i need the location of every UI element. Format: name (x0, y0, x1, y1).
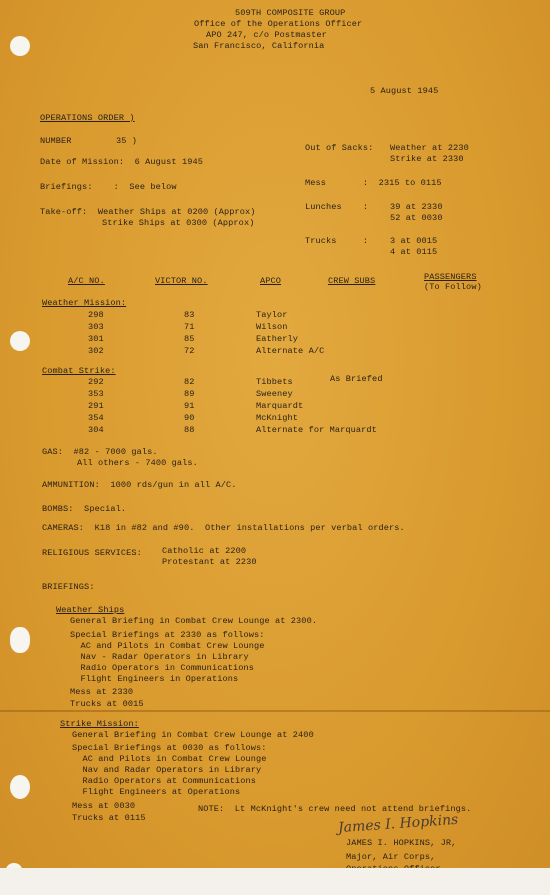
table-cell: 89 (184, 389, 195, 399)
table-cell: 85 (184, 334, 195, 344)
order-number-value: 35 ) (116, 136, 138, 146)
out-of-sacks-1: Weather at 2230 (390, 143, 469, 153)
table-cell: 90 (184, 413, 195, 423)
religious-1: Catholic at 2200 (162, 546, 247, 556)
cameras: CAMERAS: K18 in #82 and #90. Other installations per verbal orders. (42, 523, 405, 533)
handwritten-signature: James I. Hopkins (337, 811, 459, 837)
lunches-label: Lunches : (305, 202, 369, 212)
weather-line: Special Briefings at 2330 as follows: (70, 630, 265, 640)
strike-mission-title: Strike Mission: (60, 719, 139, 729)
table-cell: Tibbets (256, 377, 293, 387)
mess-line: Mess : 2315 to 0115 (305, 178, 442, 188)
order-number-label: NUMBER (40, 136, 72, 146)
header-line2: Office of the Operations Officer (194, 19, 363, 29)
trucks-2: 4 at 0115 (390, 247, 438, 257)
col-header-ac: A/C NO. (68, 276, 105, 286)
table-cell: 88 (184, 425, 195, 435)
lunches-1: 39 at 2330 (390, 202, 443, 212)
ammunition: AMMUNITION: 1000 rds/gun in all A/C. (42, 480, 237, 490)
strike-line: General Briefing in Combat Crew Lounge at 2400 (72, 730, 314, 740)
ops-order: OPERATIONS ORDER ) (40, 113, 135, 123)
takeoff-1: Take-off: Weather Ships at 0200 (Approx) (40, 207, 256, 217)
table-cell: 298 (88, 310, 104, 320)
table-cell: 71 (184, 322, 195, 332)
header-line4: San Francisco, California (193, 41, 325, 51)
trucks-label: Trucks : (305, 236, 369, 246)
table-cell: McKnight (256, 413, 299, 423)
header-line1: 509TH COMPOSITE GROUP (235, 8, 346, 18)
table-cell: Wilson (256, 322, 288, 332)
punch-hole (10, 775, 30, 799)
takeoff-2: Strike Ships at 0300 (Approx) (102, 218, 255, 228)
table-cell: 301 (88, 334, 104, 344)
col-header-passengers: PASSENGERS (424, 272, 477, 282)
strike-line: Flight Engineers at Operations (72, 787, 241, 797)
lunches-2: 52 at 0030 (390, 213, 443, 223)
table-cell: Taylor (256, 310, 288, 320)
bombs: BOMBS: Special. (42, 504, 127, 514)
weather-line: Radio Operators in Communications (70, 663, 254, 673)
strike-line: Trucks at 0115 (72, 813, 146, 823)
weather-mission-title: Weather Mission: (42, 298, 127, 308)
table-cell: 353 (88, 389, 104, 399)
out-of-sacks-label: Out of Sacks: (305, 143, 374, 153)
briefings-title: BRIEFINGS: (42, 582, 95, 592)
strike-line: Mess at 0030 (72, 801, 136, 811)
scan-margin (0, 868, 550, 895)
col-header-crew-subs: CREW SUBS (328, 276, 376, 286)
table-cell: 72 (184, 346, 195, 356)
table-cell: 291 (88, 401, 104, 411)
strike-note: NOTE: Lt McKnight's crew need not attend briefings. (198, 804, 472, 814)
weather-ships-title: Weather Ships (56, 605, 125, 615)
table-cell: 91 (184, 401, 195, 411)
weather-line: AC and Pilots in Combat Crew Lounge (70, 641, 265, 651)
weather-line: Mess at 2330 (70, 687, 134, 697)
passengers-note: (To Follow) (424, 282, 482, 292)
table-cell: Sweeney (256, 389, 293, 399)
table-cell: Eatherly (256, 334, 299, 344)
table-cell: 304 (88, 425, 104, 435)
fold-line (0, 710, 550, 712)
table-cell: 303 (88, 322, 104, 332)
gas-2: All others - 7400 gals. (77, 458, 198, 468)
table-cell: 83 (184, 310, 195, 320)
trucks-1: 3 at 0015 (390, 236, 438, 246)
table-cell: 354 (88, 413, 104, 423)
table-cell: Alternate for Marquardt (256, 425, 377, 435)
out-of-sacks-2: Strike at 2330 (390, 154, 464, 164)
table-cell: 302 (88, 346, 104, 356)
weather-line: Trucks at 0015 (70, 699, 144, 709)
gas-1: GAS: #82 - 7000 gals. (42, 447, 158, 457)
strike-line: Special Briefings at 0030 as follows: (72, 743, 267, 753)
religious-2: Protestant at 2230 (162, 557, 257, 567)
punch-hole (10, 627, 30, 653)
col-header-apco: APCO (260, 276, 282, 286)
weather-line: Nav - Radar Operators in Library (70, 652, 249, 662)
strike-line: AC and Pilots in Combat Crew Lounge (72, 754, 267, 764)
table-cell: Marquardt (256, 401, 304, 411)
signatory-name: JAMES I. HOPKINS, JR, (346, 838, 457, 848)
strike-line: Nav and Radar Operators in Library (72, 765, 262, 775)
as-briefed: As Briefed (330, 374, 383, 384)
table-cell: 82 (184, 377, 195, 387)
religious-label: RELIGIOUS SERVICES: (42, 548, 142, 558)
weather-line: Flight Engineers in Operations (70, 674, 239, 684)
date-of-mission: Date of Mission: 6 August 1945 (40, 157, 203, 167)
punch-hole (10, 331, 30, 351)
table-cell: 292 (88, 377, 104, 387)
punch-hole (10, 36, 30, 56)
table-cell: Alternate A/C (256, 346, 325, 356)
briefings-line: Briefings: : See below (40, 182, 177, 192)
header-line3: APO 247, c/o Postmaster (206, 30, 327, 40)
strike-line: Radio Operators at Communications (72, 776, 256, 786)
weather-line: General Briefing in Combat Crew Lounge at 2300. (70, 616, 318, 626)
signatory-rank: Major, Air Corps, (346, 852, 436, 862)
combat-strike-title: Combat Strike: (42, 366, 116, 376)
document-date: 5 August 1945 (370, 86, 439, 96)
col-header-victor: VICTOR NO. (155, 276, 208, 286)
